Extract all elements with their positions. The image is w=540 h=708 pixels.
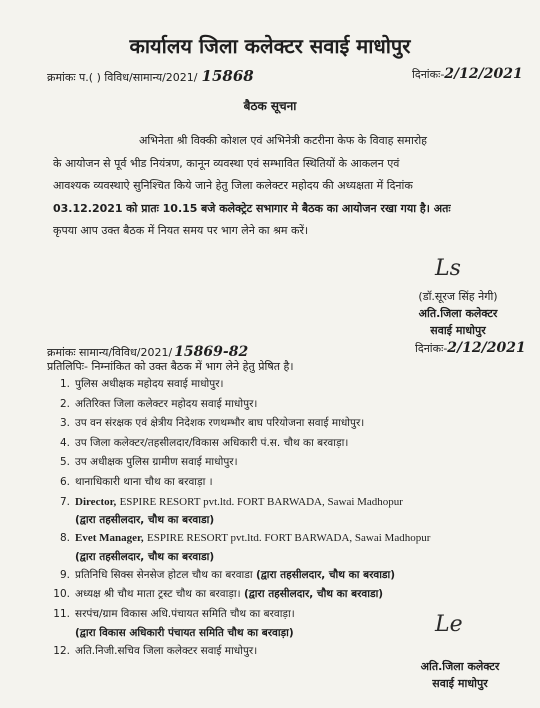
copy-item-via: (द्वारा तहसीलदार, चौथ का बरवाडा)	[75, 550, 215, 563]
copy-intro: प्रतिलिपिः- निम्नांकित को उक्त बैठक में भाग लेने हेतु प्रेषित है।	[47, 360, 294, 373]
reference-label: क्रमांकः प.( ) विविध/सामान्य/2021/	[47, 71, 198, 84]
signatory-1-designation: अति.जिला कलेक्टर	[418, 307, 498, 320]
notice-line-2: के आयोजन से पूर्व भीड नियंत्रण, कानून व्यवस्था एवं सम्भावित स्थितियों के आकलन एवं	[53, 156, 400, 170]
copy-item-number: 8.	[59, 532, 70, 545]
signatory-1-block	[388, 288, 528, 339]
copy-item-text: ESPIRE RESORT pvt.ltd. FORT BARWADA, Sawai Madhopur	[119, 495, 403, 508]
meeting-time: को प्रातः 10.15	[126, 201, 198, 215]
signatory-2-block	[390, 658, 530, 692]
notice-line-1: अभिनेता श्री विक्की कोशल एवं अभिनेत्री कटरीना केफ के विवाह समारोह	[139, 134, 428, 147]
signatory-2-designation: अति.जिला कलेक्टर	[420, 660, 500, 673]
copy-item-text: उप जिला कलेक्टर/तहसीलदार/विकास अधिकारी पं.स. चौथ का बरवाड़ा।	[75, 436, 349, 449]
notice-heading: बैठक सूचना	[243, 99, 297, 113]
copy-list-item	[50, 434, 430, 454]
copy-list-item	[50, 566, 430, 586]
copy-reference-label: क्रमांकः सामान्य/विविध/2021/	[47, 346, 173, 359]
date-line	[412, 66, 523, 82]
copy-item-number: 1.	[59, 378, 70, 390]
copy-item-text: पुलिस अधीक्षक महोदय सवाई माधोपुर।	[75, 378, 224, 390]
copy-item-number: 10.	[53, 588, 70, 601]
notice-line-4-text: बजे कलेक्ट्रेट सभागार मे बैठक का आयोजन रखा गया है। अतः	[200, 201, 451, 215]
copy-reference-number: 15869-82	[174, 344, 249, 360]
notice-line-4	[53, 198, 523, 221]
copy-item-text: प्रतिनिधि सिक्स सेनसेज होटल चौथ का बरवाडा	[75, 568, 253, 581]
copy-item-text: उप वन संरक्षक एवं क्षेत्रीय निदेशक रणथम्भौर बाघ परियोजना सवाई माधोपुर।	[75, 417, 365, 430]
reference-number-line	[47, 67, 254, 85]
copy-item-number: 11.	[53, 607, 70, 620]
signature-1: Ls	[435, 256, 461, 281]
copy-list-item	[50, 605, 430, 642]
copy-list-item	[50, 493, 430, 530]
reference-number: 15868	[201, 67, 254, 85]
signatory-2-place: सवाई माधोपुर	[432, 677, 488, 690]
signatory-1-place: सवाई माधोपुर	[430, 324, 486, 337]
copy-list-item	[50, 529, 430, 566]
copy-item-text: अतिरिक्त जिला कलेक्टर महोदय सवाई माधोपुर।	[75, 397, 258, 410]
copy-item-text: अति.निजी.सचिव जिला कलेक्टर सवाई माधोपुर।	[75, 644, 258, 657]
copy-item-role: Director,	[75, 495, 117, 508]
copy-item-text: थानाधिकारी थाना चौथ का बरवाड़ा ।	[75, 475, 213, 488]
copy-date-value: 2/12/2021	[447, 340, 526, 356]
date-label: दिनांकः-	[412, 68, 445, 81]
copy-item-via: (द्वारा तहसीलदार, चौथ का बरवाडा)	[243, 588, 384, 601]
copy-list-item	[50, 375, 430, 395]
copy-item-text: अध्यक्ष श्री चौथ माता ट्रस्ट चौथ का बरवाड़ा।	[75, 588, 241, 601]
copy-list-item	[50, 473, 430, 493]
copy-item-via: (द्वारा तहसीलदार, चौथ का बरवाडा)	[75, 514, 215, 527]
notice-body	[53, 130, 523, 243]
copy-item-via: (द्वारा तहसीलदार, चौथ का बरवाडा)	[255, 568, 396, 581]
copy-list	[50, 375, 430, 661]
date-value: 2/12/2021	[444, 66, 523, 82]
copy-item-number: 6.	[59, 475, 70, 488]
copy-item-number: 7.	[59, 495, 70, 508]
signature-2: Le	[435, 612, 463, 637]
copy-date-label: दिनांकः-	[415, 342, 448, 355]
copy-item-number: 9.	[59, 568, 70, 581]
copy-date-line	[415, 340, 526, 356]
notice-line-5: कृपया आप उक्त बैठक में नियत समय पर भाग लेने का श्रम करें।	[53, 224, 309, 237]
copy-item-number: 3.	[59, 417, 70, 430]
office-title: कार्यालय जिला कलेक्टर सवाई माधोपुर	[129, 34, 411, 58]
copy-item-number: 4.	[59, 436, 70, 449]
copy-item-number: 12.	[53, 644, 70, 657]
copy-item-text: उप अधीक्षक पुलिस ग्रामीण सवाई माधोपुर।	[75, 456, 238, 469]
copy-item-role: Evet Manager,	[75, 532, 144, 545]
copy-item-text: सरपंच/ग्राम विकास अधि.पंचायत समिति चौथ का बरवाड़ा।	[75, 607, 295, 620]
notice-line-3: आवश्यक व्यवस्थाऐ सुनिश्चित किये जाने हेतु जिला कलेक्टर महोदय की अध्यक्षता में दिनांक	[53, 179, 413, 192]
copy-item-number: 5.	[59, 456, 70, 469]
copy-reference-line	[47, 344, 248, 360]
copy-list-item	[50, 585, 430, 605]
meeting-date: 03.12.2021	[53, 201, 123, 215]
copy-item-via: (द्वारा विकास अधिकारी पंचायत समिति चौथ का बरवाड़ा)	[75, 626, 294, 639]
copy-list-item	[50, 414, 430, 434]
copy-item-text: ESPIRE RESORT pvt.ltd. FORT BARWADA, Sawai Madhopur	[146, 532, 431, 545]
copy-list-item	[50, 453, 430, 473]
copy-list-item	[50, 642, 430, 662]
copy-list-item	[50, 395, 430, 415]
signatory-1-name: (डॉ.सूरज सिंह नेगी)	[418, 290, 498, 303]
copy-item-number: 2.	[59, 397, 70, 410]
